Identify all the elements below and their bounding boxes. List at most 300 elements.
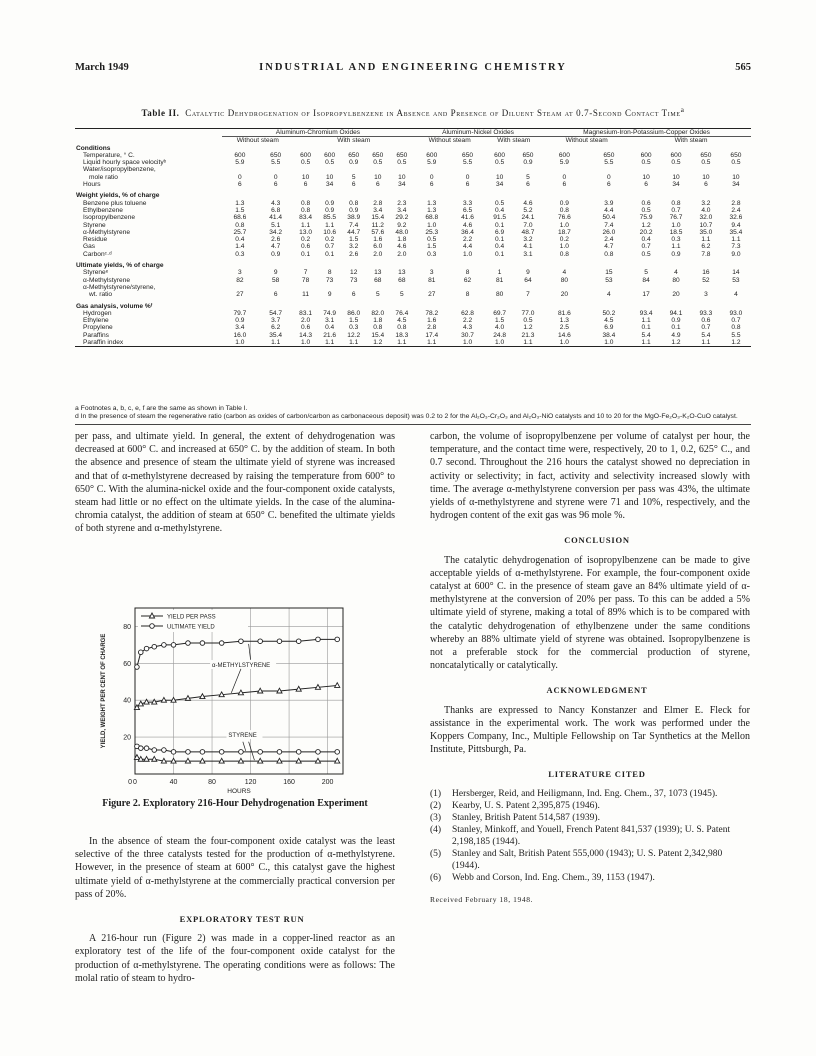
table-cell: 48.7 [521,228,535,236]
table-cell: 6 [429,181,434,189]
table-cell [318,284,342,291]
table-cell: 91.5 [493,214,507,222]
table-cell: 81 [495,276,504,284]
paragraph: Thanks are expressed to Nancy Konstanzer and Elmer E. Fleck for assistance in the experimental work. The work was performed under the Koppers Company, Inc., Multiple Fellowship on Tar Synthetics at the Mellon Institute, Pittsburgh, Pa. [430,704,750,756]
table-section-title: Weight yields, % of charge [76,192,160,200]
table-cell: 1.3 [559,317,569,325]
table-cell: 68.6 [233,214,247,222]
table-cell: 6 [273,181,278,189]
table-cell: 3.9 [604,199,614,207]
data-point [186,641,191,646]
table-row [75,152,751,159]
table-cell [414,166,450,173]
table-cell: 3 [704,291,708,299]
table-cell: 81 [428,276,436,284]
table-cell: 5.5 [604,159,614,167]
table-cell: 76.4 [395,309,409,317]
table-cell: 5.5 [462,159,473,167]
table-cell: 3.4 [235,324,245,332]
table-cell: 6 [303,181,308,189]
table-cell: 1.8 [373,317,383,325]
table-cell: 4.1 [523,243,533,251]
table-cell: 0.3 [427,250,437,258]
data-point [316,637,321,642]
table-cell: 0.8 [731,324,741,332]
data-point [144,646,149,651]
legend-label: YIELD PER PASS [167,614,216,621]
table-cell: 3 [429,269,434,277]
reference-number: (6) [430,872,442,883]
table-cell: 2.8 [731,199,741,207]
table-cell: 3 [238,269,242,277]
table-cell: 17.4 [425,331,439,339]
table-cell: 62.8 [461,309,474,317]
table-cell: 0.9 [559,199,569,207]
table-cell: 9 [273,269,278,277]
table-cell: 77.0 [521,309,535,317]
table-cell: 76.6 [557,214,571,222]
section-heading: EXPLORATORY TEST RUN [179,914,305,925]
data-point [138,746,143,751]
table-cell: 5 [400,291,404,299]
data-point [335,637,340,642]
table-cell: 82.0 [371,309,385,317]
table-cell: 2.0 [373,250,383,258]
table-cell: 73 [350,276,358,284]
table-cell: 50.4 [602,214,616,222]
table-cell: 10 [495,173,504,181]
table-cell: 4.6 [397,243,407,251]
table-cell: 6 [238,181,242,189]
table-cell: 3.1 [523,250,533,258]
table-cell: 1.0 [559,243,569,251]
table-cell: 2.0 [301,317,311,325]
table-row [75,181,751,188]
table-cell: 600 [426,151,438,159]
table-cell: 3.3 [462,199,473,207]
table-cell: 650 [700,151,712,159]
table-cell: 600 [494,151,506,159]
table-cell: 1 [497,269,502,277]
table-cell: 1.0 [235,339,245,347]
table-cell: 6 [273,291,278,299]
row-label: Benzene plus toluene [83,199,147,207]
table-cell: 0 [429,173,434,181]
table-cell: 86.0 [347,309,361,317]
table-cell: 7.3 [731,243,741,251]
table-cell: 5 [526,173,530,181]
table-cell: 34 [732,181,740,189]
table-cell: 0.5 [301,159,311,167]
table-cell: 18.7 [557,228,571,236]
table-cell: 0.8 [559,206,569,214]
table-cell: 16 [702,269,710,277]
table-cell: 69.7 [493,309,507,317]
table-cell: 1.2 [523,324,533,332]
table-cell: 0.1 [671,324,681,332]
table-cell: 1.1 [701,339,711,347]
table-cell: 0.6 [301,243,311,251]
table-cell: 2.4 [731,206,741,214]
row-label: mole ratio [89,173,118,181]
table-cell: 50.2 [602,309,616,317]
table-cell: 0.5 [397,159,407,167]
table-cell: 79.7 [233,309,247,317]
table-row [75,277,751,284]
table-cell: 30.7 [461,331,474,339]
data-point [162,643,167,648]
table-cell: 600 [234,151,246,159]
table-cell: 1.0 [604,339,614,347]
table-cell: 74.9 [323,309,337,317]
figure-caption: Figure 2. Exploratory 216-Hour Dehydrogenation Experiment [102,798,368,809]
row-label: Temperature, ° C. [83,151,135,159]
row-label: Carbonᶜ·ᵈ [83,250,112,258]
table-cell: 4 [607,291,611,299]
table-cell: 0.3 [671,236,681,244]
series-line [137,746,337,752]
table-cell: 0.5 [731,159,741,167]
table-cell: 8 [465,291,470,299]
header-page: 565 [735,62,751,73]
table-cell [661,166,691,173]
table-cell: 650 [462,151,474,159]
table-cell: 41.4 [269,214,283,222]
table-cell: 4.4 [462,243,473,251]
x-tick-label: 40 [169,779,178,786]
table-cell: 0.8 [671,199,681,207]
table-cell: 9.2 [397,221,407,229]
table-cell: 35.4 [729,228,743,236]
table-cell: 78.2 [425,309,439,317]
row-label: Isopropylbenzene [83,214,136,222]
header-date: March 1949 [75,62,129,73]
table-cell: 10 [325,173,334,181]
table-cell [631,284,661,291]
data-point [296,639,301,644]
section-heading: CONCLUSION [564,535,630,546]
table-cell: 76.7 [669,214,683,222]
subgroup-header: With steam [337,137,371,145]
table-cell: 1.2 [731,339,741,347]
paragraph: per pass, and ultimate yield. In general, the extent of dehydrogenation was decreased at 600° C. and increased at 650° C. by the addition of steam. In both the absence and presence of steam the ultimate yield of styrene was increased and that of α-methylstyrene decreased by raising the temperature from 600° to 650° C. With the alumina-nickel oxide and the four-component oxide catalysts, steam had little or no effect on the ultimate yields. In the case of the alumina-chromia catalyst, the addition of steam at 650° C. benefited the ultimate yields of both styrene and α-methylstyrene. [75,431,395,535]
table-cell: 0.8 [559,250,569,258]
table-cell: 5.9 [559,159,569,167]
table-cell: 4.5 [397,317,407,325]
table-cell: 9 [526,269,530,277]
table-row [75,310,751,317]
data-point [200,641,205,646]
row-label: Ethylene [83,317,109,325]
x-tick-label: 80 [208,779,216,786]
row-label: α-Methylstyrene [83,276,131,284]
table-cell: 0.5 [671,159,681,167]
table-cell: 650 [603,151,615,159]
row-label: α-Methylstyrene/styrene, [83,283,156,291]
table-row [75,339,751,347]
reference-text: Kearby, U. S. Patent 2,395,875 (1946). [452,800,600,811]
reference-item [430,848,750,872]
table-cell: 650 [372,151,384,159]
table-cell: 75.9 [639,214,653,222]
table-cell [450,166,486,173]
table-cell [414,284,450,291]
table-cell [661,284,691,291]
table-cell: 0.9 [325,199,335,207]
table-cell: 4 [674,269,678,277]
table-cell [587,166,632,173]
annotation-leader [249,742,255,760]
table-cell: 85.5 [323,214,337,222]
table-cell: 3.7 [271,317,281,325]
x-tick-label: 200 [321,779,334,786]
table-cell: 38.9 [347,214,361,222]
table-cell: 650 [522,151,534,159]
table-cell: 1.6 [427,317,437,325]
data-point [162,748,167,753]
table-cell: 0.3 [349,324,359,332]
table-cell: 6.9 [604,324,614,332]
table-cell: 13 [374,269,382,277]
table-cell: 52 [702,276,710,284]
table-cell: 5.2 [523,206,533,214]
table-cell: 3.4 [397,206,407,214]
table-cell: 0.1 [495,236,505,244]
data-point [258,750,263,755]
table-cell: 1.1 [731,236,741,244]
data-point [335,683,340,688]
table-cell: 34.2 [269,228,283,236]
table-cell: 93.0 [729,309,743,317]
table-cell: 83.1 [299,309,313,317]
table-cell: 10 [374,173,382,181]
right-column [430,430,750,906]
table-row [75,284,751,291]
table-cell: 1.5 [235,206,245,214]
table-cell [258,284,294,291]
table-cell: 20.2 [639,228,653,236]
table-row [75,332,751,339]
table-cell: 4.0 [701,206,711,214]
table-cell: 0.8 [235,221,245,229]
table-cell: 0.5 [701,159,711,167]
table-cell: 12.2 [347,331,361,339]
table-cell: 2.2 [462,236,473,244]
table-cell: 1.1 [641,317,651,325]
data-point [296,750,301,755]
table-cell: 6 [375,181,380,189]
table-cell: 80 [495,291,504,299]
table-cell: 21.3 [521,331,535,339]
row-label: Liquid hourly space velocityᵇ [83,159,167,167]
divider [75,424,751,425]
table-cell: 10 [702,173,710,181]
table-cell: 0.2 [559,236,569,244]
data-point [335,750,340,755]
table-cell: 1.5 [427,243,437,251]
table-cell [721,166,751,173]
table-cell: 26.0 [602,228,616,236]
table-cell: 1.1 [397,339,407,347]
table-cell [258,166,294,173]
table-cell [485,284,513,291]
table-cell: 2.8 [427,324,437,332]
x-tick-label: 120 [244,779,257,786]
table-cell: 3.1 [325,317,335,325]
table-cell: 5.4 [701,331,711,339]
table-cell: 3.4 [373,206,383,214]
left-column-bottom [75,835,395,985]
table-cell: 24.1 [521,214,535,222]
data-point [219,750,224,755]
table-cell: 6 [351,181,356,189]
table-cell: 14.6 [557,331,571,339]
table-cell: 57.6 [371,228,385,236]
table-row [75,159,751,166]
table-cell: 1.1 [271,339,281,347]
table-cell: 82 [236,276,244,284]
table-cell: 83.4 [299,214,313,222]
table-row [75,251,751,258]
table-cell: 0.9 [349,159,359,167]
annotation-label: STYRENE [228,733,257,740]
table-cell: 12 [350,269,358,277]
table-section-title: Conditions [76,144,111,152]
table-cell: 10 [732,173,740,181]
table-cell: 4.0 [495,324,505,332]
table-cell: 1.0 [427,221,437,229]
table-cell: 35.0 [699,228,713,236]
table-cell: 14.3 [299,331,313,339]
table-cell: 0.1 [301,250,311,258]
table-cell: 7.8 [701,250,711,258]
table-cell [721,284,751,291]
table-cell: 1.0 [301,339,311,347]
table-cell: 38.4 [602,331,616,339]
table-cell: 0 [273,173,278,181]
table-cell: 0.8 [373,324,383,332]
table-cell: 53 [605,276,613,284]
reference-number: (1) [430,788,442,799]
table-cell: 29.2 [395,214,409,222]
table-cell: 6.5 [462,206,473,214]
table-cell: 4.7 [604,243,614,251]
table-cell: 4 [734,291,738,299]
table-cell: 15.4 [371,214,385,222]
table-cell: 6.2 [701,243,711,251]
table-cell: 81.6 [557,309,571,317]
table-cell: 7.4 [604,221,614,229]
table-row [75,200,751,207]
table-cell: 27 [428,291,436,299]
table-cell: 24.8 [493,331,507,339]
table-cell: 650 [348,151,360,159]
table-cell [318,166,342,173]
y-tick-label: 20 [123,734,131,742]
row-label: Ethylbenzene [83,206,123,214]
table-footnotes [75,405,751,421]
table-cell: 1.1 [671,243,681,251]
table-cell [631,166,661,173]
table-cell: 35.4 [269,331,283,339]
reference-item [430,788,750,800]
section-heading: ACKNOWLEDGMENT [546,685,648,696]
table-cell [542,166,587,173]
table-cell: 1.0 [462,339,473,347]
table-cell: 0.9 [235,317,245,325]
table-section-title: Gas analysis, volume %ᶠ [76,302,153,310]
data-point [135,665,140,670]
table-cell: 5.9 [427,159,437,167]
table-cell: 7 [303,269,308,277]
table-cell: 54.7 [269,309,283,317]
table-cell: 2.4 [604,236,614,244]
table-cell: 0.6 [701,317,711,325]
table-cell: 7 [526,291,530,299]
table-cell: 6 [704,181,708,189]
data-point [138,650,143,655]
table-cell: 93.3 [699,309,713,317]
table-cell [294,284,318,291]
table-cell: 73 [325,276,334,284]
table-row [75,243,751,250]
row-label: Paraffins [83,331,109,339]
y-axis-label: YIELD, WEIGHT PER CENT OF CHARGE [101,633,107,749]
table-cell: 1.8 [397,236,407,244]
table-cell: 6.0 [373,243,383,251]
row-label: α-Methylstyrene [83,228,131,236]
table-cell [294,166,318,173]
table-cell: 2.6 [349,250,359,258]
x-tick-label: 0 [133,779,137,786]
table-cell: 10 [642,173,650,181]
table-cell: 1.0 [671,221,681,229]
table-cell: 5 [351,173,356,181]
row-label: wt. ratio [89,291,113,299]
table-cell: 0.9 [671,250,681,258]
legend-label: ULTIMATE YIELD [167,624,215,631]
table-cell: 0.7 [671,206,681,214]
table-cell: 6.2 [271,324,281,332]
subgroup-header: With steam [674,137,708,145]
data-point [200,750,205,755]
table-cell: 0.5 [373,159,383,167]
table-cell: 0.7 [641,243,651,251]
table-cell: 53 [732,276,740,284]
table-cell: 44.7 [347,228,361,236]
table-cell: 4 [562,269,567,277]
reference-number: (5) [430,848,442,859]
data-point [171,750,176,755]
table-cell: 41.6 [461,214,474,222]
row-label: Paraffin index [83,339,124,347]
data-point [186,750,191,755]
table-cell: 68.8 [425,214,439,222]
table-cell: 1.1 [301,221,311,229]
table-section-title: Ultimate yields, % of charge [76,262,164,270]
data-point [219,641,224,646]
subgroup-header: Without steam [236,137,279,145]
table-cell: 4.6 [462,221,473,229]
table-cell: 15 [605,269,613,277]
table-cell: 0.4 [641,236,651,244]
table-cell: 600 [670,151,682,159]
table-ii [75,128,751,347]
table-cell: 600 [640,151,652,159]
reference-text: Stanley, Minkoff, and Youell, French Patent 841,537 (1939); U. S. Patent 2,198,185 (1944). [452,824,731,847]
table-cell: 4.3 [462,324,473,332]
table-cell: 3.2 [701,199,711,207]
